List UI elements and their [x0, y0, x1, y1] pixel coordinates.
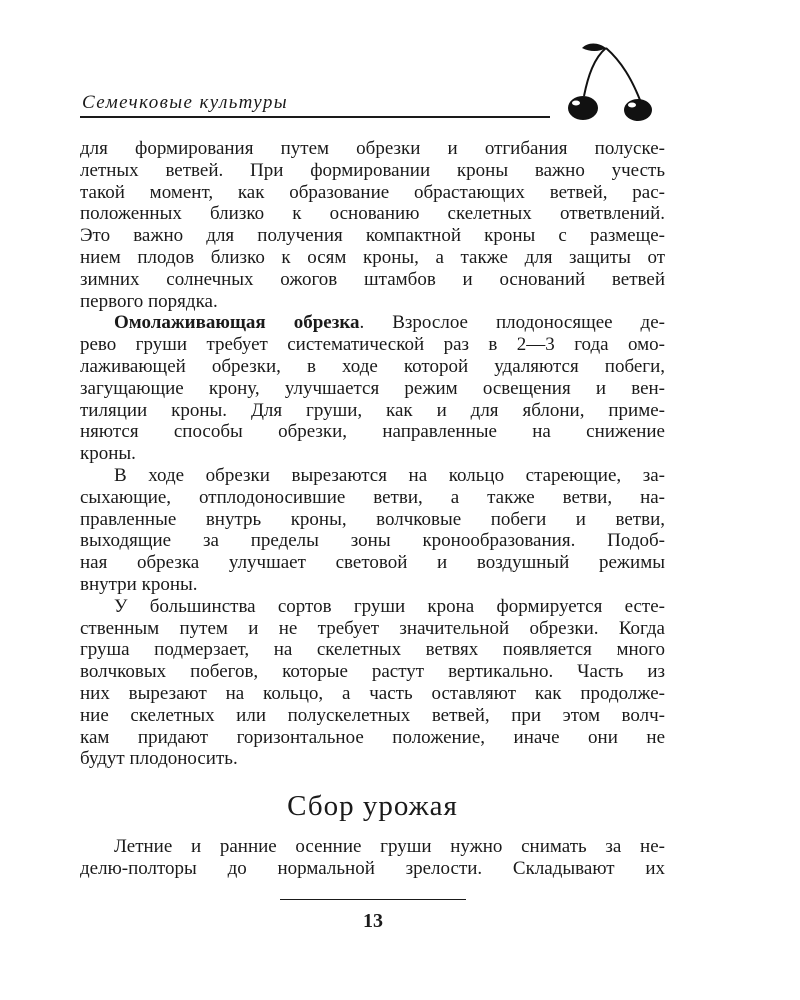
text-line: У большинства сортов груши крона формируется есте- [114, 595, 665, 617]
text-line: ственным путем и не требует значительной обрезки. Когда [80, 617, 665, 639]
text-line: летных ветвей. При формировании кроны важно учесть [80, 159, 665, 181]
paragraph-2 [80, 312, 665, 465]
page-header [80, 40, 680, 122]
text-line: сыхающие, отплодоносившие ветви, а также ветви, на- [80, 486, 665, 508]
paragraph-3 [80, 465, 665, 596]
text-line: выходящие за пределы зоны кронообразования. Подоб- [80, 530, 665, 552]
text-line: Это важно для получения компактной кроны с размеще- [80, 225, 665, 247]
text-line: правленные внутрь кроны, волчковые побеги и ветви, [80, 508, 665, 530]
section-text [80, 836, 665, 880]
cherry-icon [566, 40, 662, 122]
text-line: ние скелетных или полускелетных ветвей, при этом волч- [80, 704, 665, 726]
text-line: положенных близко к основанию скелетных ответвлений. [80, 203, 665, 225]
text-line: зимних солнечных ожогов штамбов и оснований ветвей [80, 268, 665, 290]
bold-term: Омолаживающая обрезка [114, 312, 360, 334]
paragraph-1 [80, 138, 665, 312]
text-line: груша подмерзает, на скелетных ветвях появляется много [80, 639, 665, 661]
text-line: кам придают горизонтальное положение, иначе они не [80, 726, 665, 748]
body-text [80, 138, 665, 770]
text-line [80, 312, 665, 334]
text-line: внутри кроны. [80, 573, 198, 595]
paragraph-4 [80, 596, 665, 770]
text-line: лаживающей обрезки, в ходе которой удаляются побеги, [80, 355, 665, 377]
text-line: первого порядка. [80, 290, 218, 312]
section-heading: Сбор урожая [287, 790, 458, 822]
text-line: ная обрезка улучшает световой и воздушный режимы [80, 552, 665, 574]
text-line: рево груши требует систематической раз в 2—3 года омо- [80, 334, 665, 356]
text-line: будут плодоносить. [80, 748, 238, 770]
first-line-rest: . Взрослое плодоносящее де- [359, 312, 665, 334]
text-line: них вырезают на кольцо, а часть оставляют как продолже- [80, 682, 665, 704]
running-title: Семечковые культуры [82, 92, 288, 113]
text-line: тиляции кроны. Для груши, как и для яблони, приме- [80, 399, 665, 421]
text-line: нием плодов близко к осям кроны, а также для защиты от [80, 246, 665, 268]
section-paragraph [80, 836, 665, 880]
page-number: 13 [363, 910, 383, 932]
text-line: няются способы обрезки, направленные на снижение [80, 421, 665, 443]
footer-rule [280, 899, 466, 900]
text-line: загущающие крону, улучшается режим освещения и вен- [80, 377, 665, 399]
text-line: делю-полторы до нормальной зрелости. Складывают их [80, 858, 665, 879]
text-line: кроны. [80, 443, 136, 465]
text-line: В ходе обрезки вырезаются на кольцо стареющие, за- [114, 464, 665, 486]
text-line: Летние и ранние осенние груши нужно снимать за не- [114, 836, 665, 857]
header-rule [80, 116, 550, 118]
text-line: волчковых побегов, которые растут вертикально. Часть из [80, 661, 665, 683]
text-line: такой момент, как образование обрастающих ветвей, рас- [80, 181, 665, 203]
text-line: для формирования путем обрезки и отгибания полуске- [80, 138, 665, 159]
